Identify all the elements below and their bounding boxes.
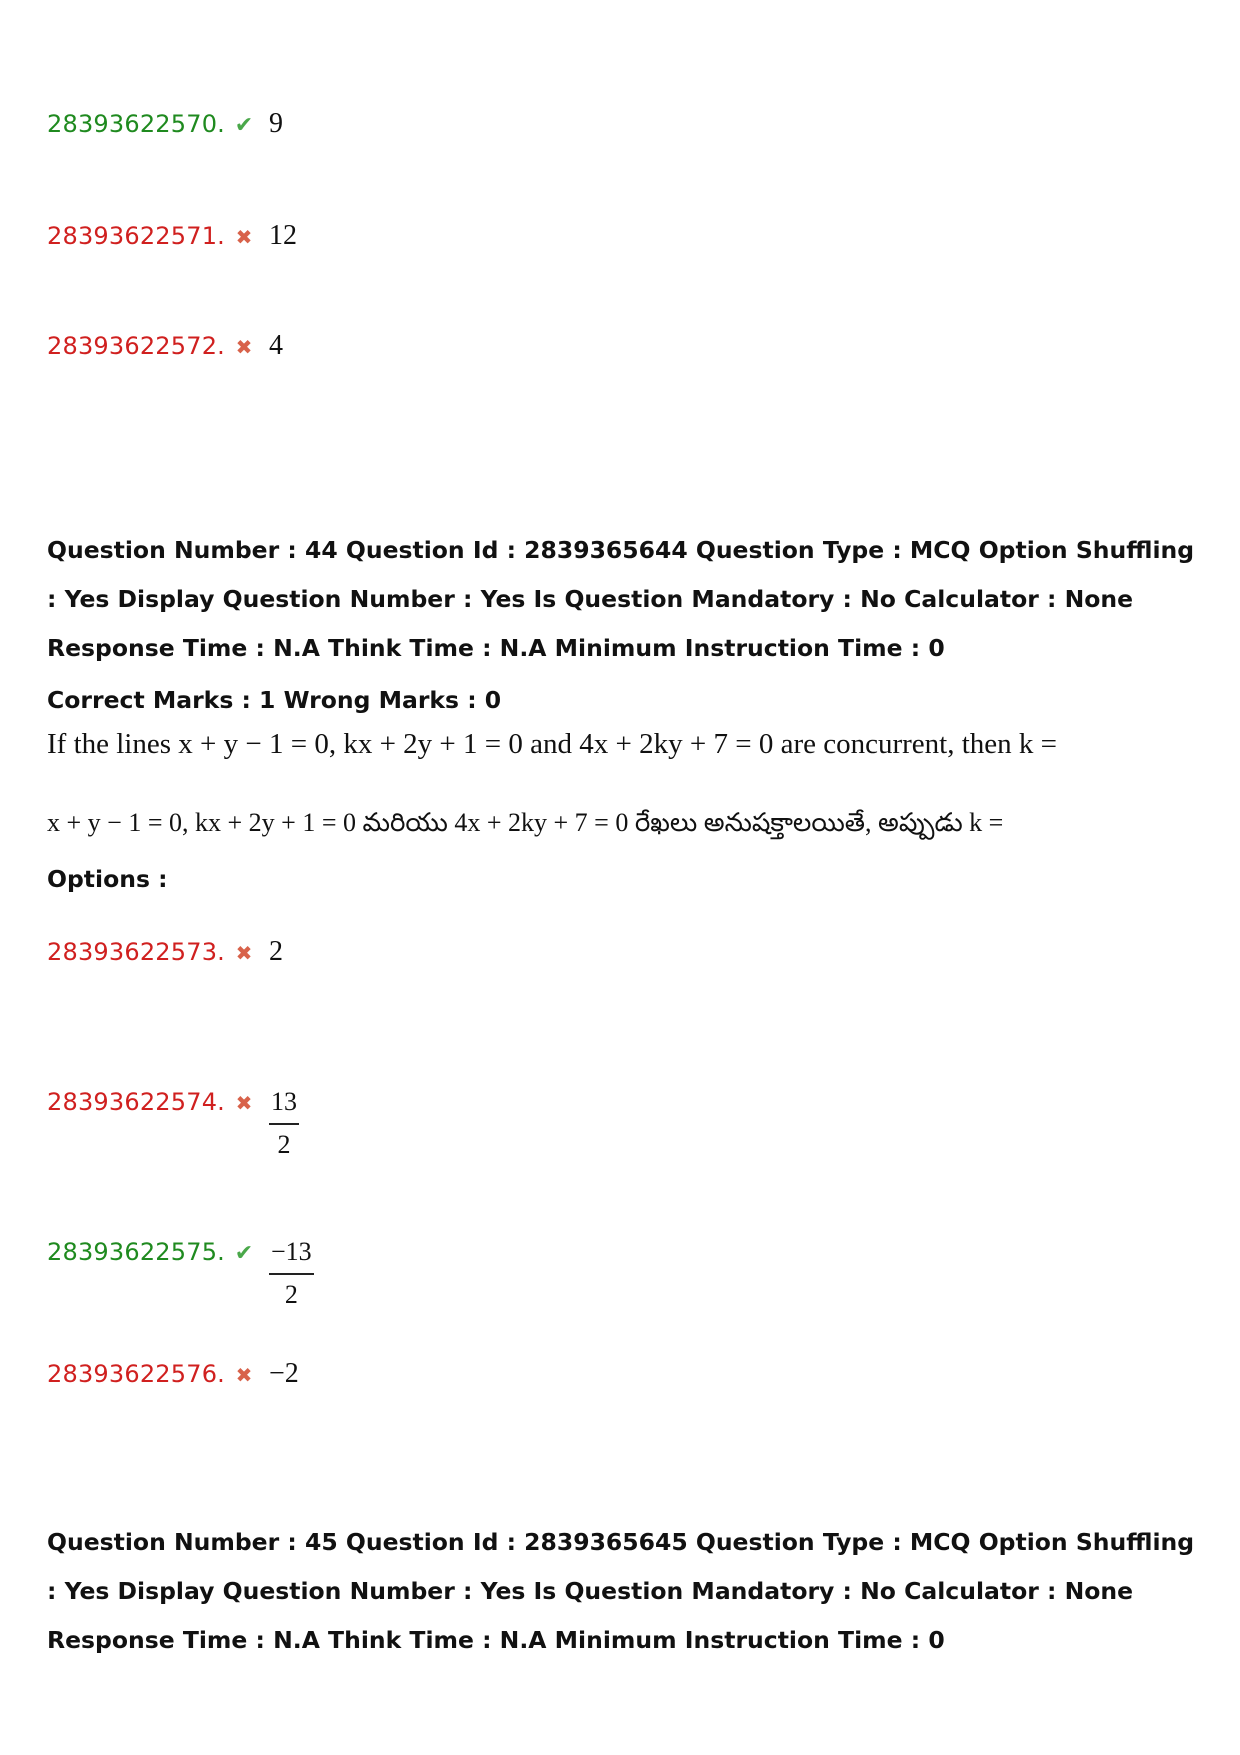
cross-icon: ✖: [235, 335, 253, 359]
option-row: [47, 1360, 299, 1390]
option-id: 28393622576.: [47, 1360, 225, 1388]
option-id: 28393622571.: [47, 222, 225, 250]
question-stem-telugu: x + y − 1 = 0, kx + 2y + 1 = 0 మరియు 4x + 2ky + 7 = 0 రేఖలు అనుషక్తాలయితే, అప్పుడు k =: [47, 808, 1004, 837]
option-value: 9: [269, 108, 283, 139]
option-id: 28393622570.: [47, 110, 225, 138]
fraction-value: [269, 1236, 314, 1311]
option-row: [47, 330, 283, 362]
cross-icon: ✖: [235, 1091, 253, 1115]
option-id: 28393622572.: [47, 332, 225, 360]
check-icon: ✔: [234, 113, 254, 138]
fraction-numerator: 13: [269, 1086, 299, 1125]
option-value: 2: [269, 936, 283, 967]
cross-icon: ✖: [235, 1363, 253, 1387]
check-icon: ✔: [234, 1241, 254, 1266]
option-row: [47, 1238, 314, 1311]
cross-icon: ✖: [235, 225, 253, 249]
question-meta: Question Number : 45 Question Id : 2839365645 Question Type : MCQ Option Shuffling : Yes Display Question Number : Yes Is Question Mandatory : No Calculator : None Response Time : N.A Think Time : N.A Minimum Instruction Time : 0: [47, 1528, 1195, 1654]
cross-icon: ✖: [235, 941, 253, 965]
option-value: 4: [269, 330, 283, 361]
question-stem-english: If the lines x + y − 1 = 0, kx + 2y + 1 = 0 and 4x + 2ky + 7 = 0 are concurrent, then k =: [47, 728, 1058, 760]
option-id: 28393622575.: [47, 1238, 225, 1266]
fraction-numerator: −13: [269, 1236, 314, 1275]
option-id: 28393622573.: [47, 938, 225, 966]
marks-info: Correct Marks : 1 Wrong Marks : 0: [47, 686, 502, 714]
option-row: [47, 938, 283, 968]
option-id: 28393622574.: [47, 1088, 225, 1116]
option-row: [47, 220, 297, 252]
question-meta: Question Number : 44 Question Id : 2839365644 Question Type : MCQ Option Shuffling : Yes Display Question Number : Yes Is Question Mandatory : No Calculator : None Response Time : N.A Think Time : N.A Minimum Instruction Time : 0: [47, 536, 1195, 662]
option-row: [47, 110, 283, 140]
options-label: Options :: [47, 865, 168, 893]
fraction-denominator: 2: [277, 1129, 291, 1159]
option-row: [47, 1088, 299, 1161]
option-value: 12: [269, 220, 297, 251]
option-value: −2: [269, 1358, 299, 1389]
fraction-value: [269, 1086, 299, 1161]
fraction-denominator: 2: [284, 1279, 298, 1309]
